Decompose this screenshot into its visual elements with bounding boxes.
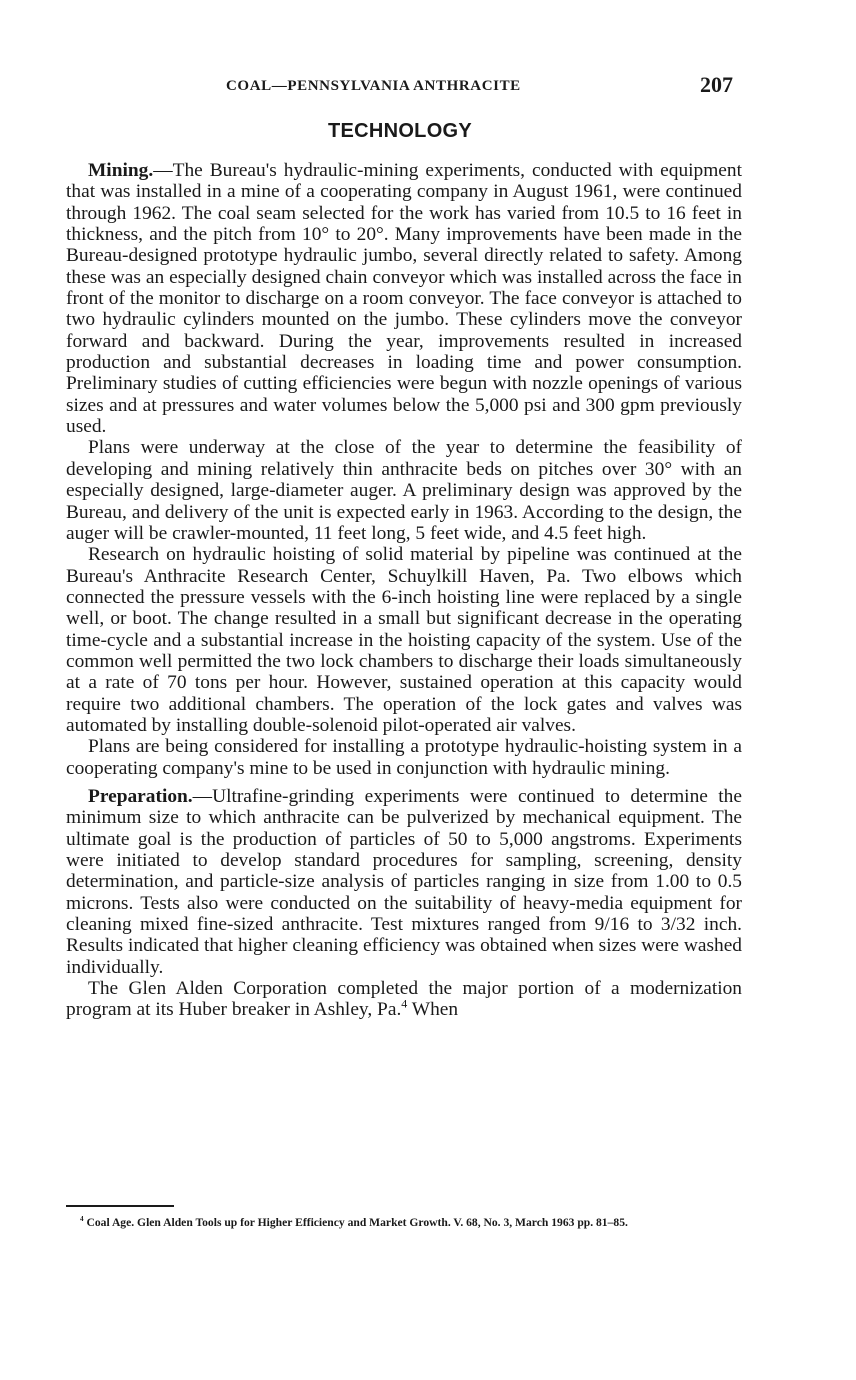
paragraph-mining-1: [66, 160, 742, 437]
paragraph-mining-4: Plans are being considered for installing a prototype hydraulic-hoisting system in a cooperating company's mine to be used in conjunction with hydraulic mining.: [66, 736, 742, 779]
footnote-reference: 4: [401, 996, 408, 1011]
paragraph-text: When: [407, 999, 459, 1021]
footnote-divider: [66, 1205, 174, 1207]
footnote-text: Coal Age. Glen Alden Tools up for Higher Efficiency and Market Growth. V. 68, No. 3, March 1963 pp. 81–85.: [83, 1216, 628, 1229]
section-heading: TECHNOLOGY: [327, 120, 473, 142]
paragraph-mining-2: Plans were underway at the close of the year to determine the feasibility of developing and mining relatively thin anthracite beds on pitches over 30° with an especially designed, large-diameter auger. A preliminary design was approved by the Bureau, and delivery of the unit is expected early in 1963. According to the design, the auger will be crawler-mounted, 11 feet long, 5 feet wide, and 4.5 feet high.: [66, 437, 742, 544]
paragraph-preparation-2: [66, 978, 742, 1021]
paragraph-mining-3: Research on hydraulic hoisting of solid material by pipeline was continued at the Bureau's Anthracite Research Center, Schuylkill Haven, Pa. Two elbows which connected the pressure vessels with the 6-inch hoisting line were replaced by a single well, or boot. The change resulted in a small but significant decrease in the operating time-cycle and a substantial increase in the hoisting capacity of the system. Use of the common well permitted the two lock chambers to discharge their loads simultaneously at a rate of 70 tons per hour. However, sustained operation at this capacity would require two additional chambers. The operation of the lock gates and valves was automated by installing double-solenoid pilot-operated air valves.: [66, 544, 742, 736]
footnote: [66, 1216, 742, 1230]
paragraph-text: —Ultrafine-grinding experiments were continued to determine the minimum size to which anthracite can be pulverized by mechanical equipment. The ultimate goal is the production of particles of 50 to 5,000 angstroms. Experiments were initiated to develop standard procedures for sampling, screening, density determination, and particle-size analysis of particles ranging in size from 1.00 to 0.5 microns. Tests also were conducted on the suitability of heavy-media equipment for cleaning mixed fine-sized anthracite. Test mixtures ranged from 9/16 to 3/32 inch. Results indicated that higher cleaning efficiency was obtained when sizes were washed individually.: [66, 785, 742, 978]
running-title: COAL—PENNSYLVANIA ANTHRACITE: [226, 78, 521, 94]
run-in-heading-preparation: Preparation.: [88, 785, 193, 807]
run-in-heading-mining: Mining.: [88, 160, 154, 181]
paragraph-text: The Glen Alden Corporation completed the major portion of a modernization program at its Huber breaker in Ashley, Pa.: [66, 978, 742, 1021]
footnote-marker: 4: [80, 1215, 84, 1224]
body-text: [66, 160, 742, 1021]
page-number: 207: [700, 72, 733, 97]
running-head: [0, 72, 856, 102]
paragraph-text: —The Bureau's hydraulic-mining experiments, conducted with equipment that was installed in a mine of a cooperating company in August 1961, were continued through 1962. The coal seam selected for the work has varied from 10.5 to 16 feet in thickness, and the pitch from 10° to 20°. Many improvements have been made in the Bureau-designed prototype hydraulic jumbo, several directly related to safety. Among these was an especially designed chain conveyor which was installed across the face in front of the monitor to discharge on a room conveyor. The face conveyor is attached to two hydraulic cylinders mounted on the jumbo. These cylinders move the conveyor forward and backward. During the year, improvements resulted in increased production and substantial decreases in loading time and power consumption. Preliminary studies of cutting efficiencies were begun with nozzle openings of various sizes and at pressures and water volumes below the 5,000 psi and 300 gpm previously used.: [66, 160, 742, 438]
paragraph-preparation-1: [66, 786, 742, 978]
